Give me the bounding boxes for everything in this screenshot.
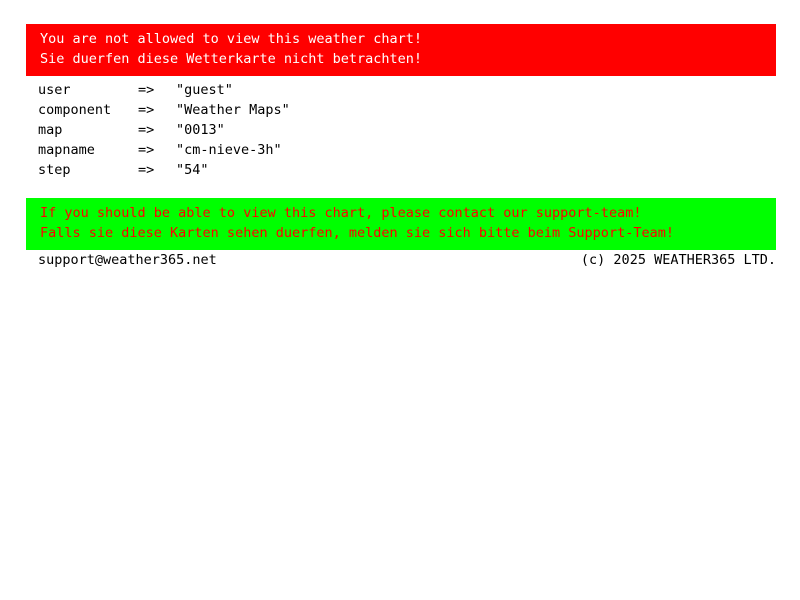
error-banner (26, 24, 776, 76)
detail-key-map: map (38, 122, 63, 138)
detail-key-step: step (38, 162, 71, 178)
copyright-text: (c) 2025 WEATHER365 LTD. (580, 252, 776, 268)
detail-arrow: => (138, 82, 155, 98)
detail-value-mapname: "cm-nieve-3h" (176, 142, 282, 158)
error-banner-line-de: Sie duerfen diese Wetterkarte nicht betrachten! (40, 51, 423, 67)
info-banner (26, 198, 776, 250)
footer (38, 250, 776, 270)
table-row (38, 120, 290, 140)
detail-arrow: => (138, 102, 155, 118)
detail-arrow: => (138, 142, 155, 158)
detail-arrow: => (138, 162, 155, 178)
table-row (38, 140, 290, 160)
request-details-table (38, 80, 290, 180)
detail-key-mapname: mapname (38, 142, 95, 158)
info-banner-line-de: Falls sie diese Karten sehen duerfen, melden sie sich bitte beim Support-Team! (40, 225, 674, 241)
detail-value-component: "Weather Maps" (176, 102, 290, 118)
detail-value-map: "0013" (176, 122, 225, 138)
table-row (38, 100, 290, 120)
table-row (38, 160, 290, 180)
detail-value-user: "guest" (176, 82, 233, 98)
table-row (38, 80, 290, 100)
error-banner-line-en: You are not allowed to view this weather chart! (40, 31, 423, 47)
detail-key-user: user (38, 82, 71, 98)
detail-arrow: => (138, 122, 155, 138)
detail-value-step: "54" (176, 162, 209, 178)
support-email-link[interactable]: support@weather365.net (38, 252, 217, 268)
detail-key-component: component (38, 102, 112, 118)
info-banner-line-en: If you should be able to view this chart, please contact our support-team! (40, 205, 642, 221)
